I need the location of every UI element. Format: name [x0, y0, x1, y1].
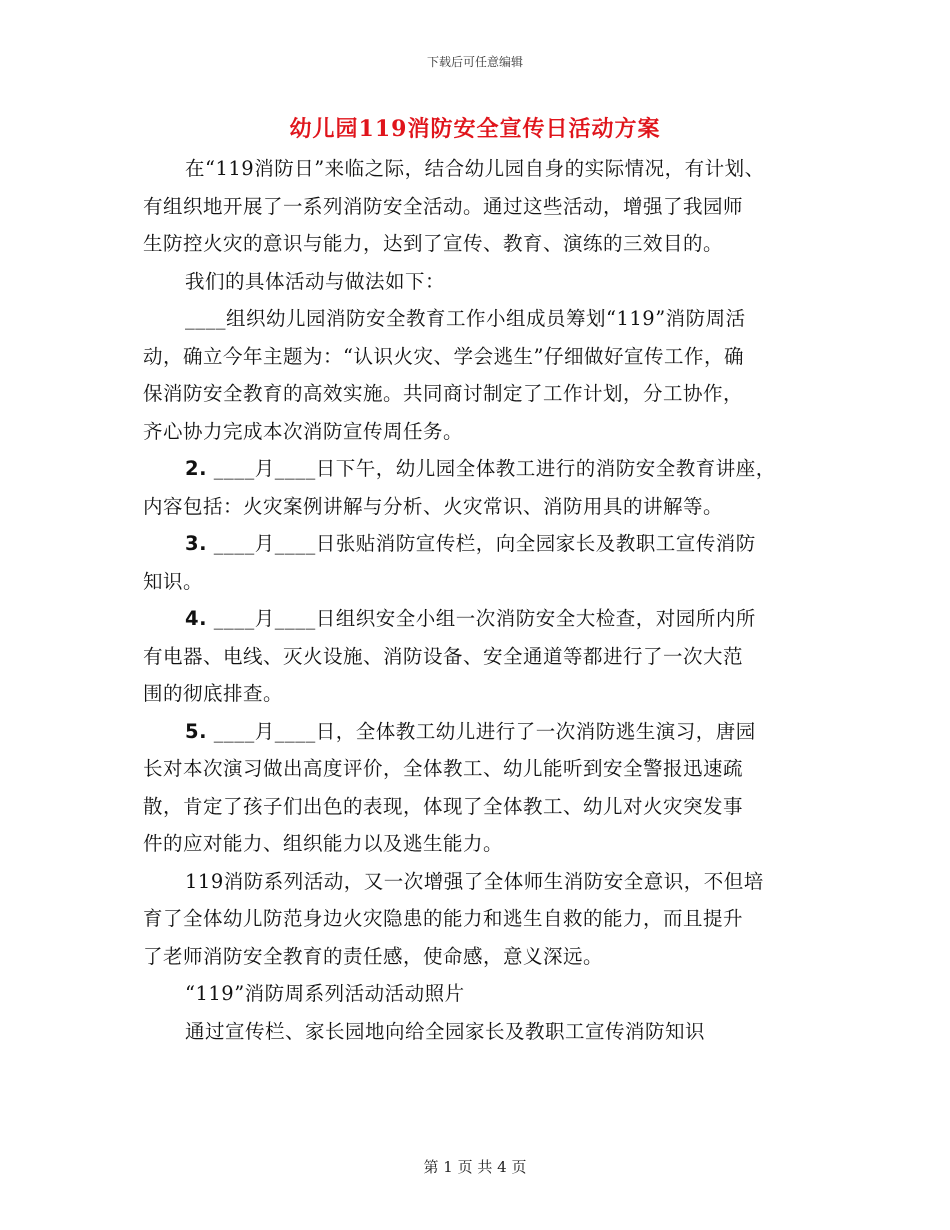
paragraph-item-4 [143, 600, 833, 713]
paragraph-intro [143, 150, 833, 263]
paragraph-photos-heading [143, 975, 833, 1013]
text-line: 内容包括：火灾案例讲解与分析、火灾常识、消防用具的讲解等。 [143, 494, 724, 518]
text-line: 散，肯定了孩子们出色的表现，体现了全体教工、幼儿对火灾突发事 [143, 794, 744, 818]
paragraph-item-2 [143, 450, 833, 525]
text-line: 围的彻底排查。 [143, 682, 284, 705]
text-line: 有组织地开展了一系列消防安全活动。通过这些活动，增强了我园师 [143, 194, 744, 218]
text-line: 知识。 [143, 569, 204, 593]
paragraph-item-3 [143, 525, 833, 600]
text-line: ____月____日下午，幼儿园全体教工进行的消防安全教育讲座， [213, 457, 776, 480]
text-line: 有电器、电线、灭火设施、消防设备、安全通道等都进行了一次大范 [143, 644, 744, 668]
paragraph-item-1 [143, 300, 833, 450]
text-line: ____月____日组织安全小组一次消防安全大检查，对园所内所 [213, 607, 756, 630]
text-line: ____月____日，全体教工幼儿进行了一次消防逃生演习，唐园 [213, 719, 756, 743]
text-line: 齐心协力完成本次消防宣传周任务。 [143, 419, 464, 443]
text-line: 保消防安全教育的高效实施。共同商讨制定了工作计划，分工协作， [143, 382, 744, 405]
text-line: 件的应对能力、组织能力以及逃生能力。 [143, 832, 504, 855]
item-number: 4. [185, 607, 207, 630]
document-title: 幼儿园119消防安全宣传日活动方案 [289, 116, 661, 142]
paragraph-photo-caption [143, 1013, 833, 1051]
item-number: 5. [185, 719, 207, 743]
paragraph-summary [143, 863, 833, 976]
page-footer: 第 1 页 共 4 页 [423, 1158, 527, 1176]
text-line: 通过宣传栏、家长园地向给全园家长及教职工宣传消防知识 [185, 1019, 706, 1043]
text-line: ____组织幼儿园消防安全教育工作小组成员筹划“119”消防周活 [185, 307, 746, 330]
text-line: ____月____日张贴消防宣传栏，向全园家长及教职工宣传消防 [213, 532, 756, 555]
text-line: 长对本次演习做出高度评价，全体教工、幼儿能听到安全警报迅速疏 [143, 757, 744, 780]
paragraph-item-5 [143, 713, 833, 863]
text-line: 我们的具体活动与做法如下： [185, 269, 446, 293]
text-line: 生防控火灾的意识与能力，达到了宣传、教育、演练的三效目的。 [143, 232, 724, 255]
text-line: 了老师消防安全教育的责任感，使命感，意义深远。 [143, 944, 604, 968]
paragraph-activities-intro [143, 263, 833, 301]
text-line: “119”消防周系列活动活动照片 [185, 982, 465, 1005]
header-note: 下载后可任意编辑 [426, 55, 523, 69]
item-number: 3. [185, 532, 207, 555]
document-body [143, 150, 833, 1050]
text-line: 动，确立今年主题为：“认识火灾、学会逃生”仔细做好宣传工作，确 [143, 344, 744, 368]
text-line: 在“119消防日”来临之际，结合幼儿园自身的实际情况，有计划、 [185, 157, 765, 180]
item-number: 2. [185, 457, 207, 480]
text-line: 育了全体幼儿防范身边火灾隐患的能力和逃生自救的能力，而且提升 [143, 907, 744, 930]
text-line: 119消防系列活动，又一次增强了全体师生消防安全意识，不但培 [185, 869, 764, 893]
